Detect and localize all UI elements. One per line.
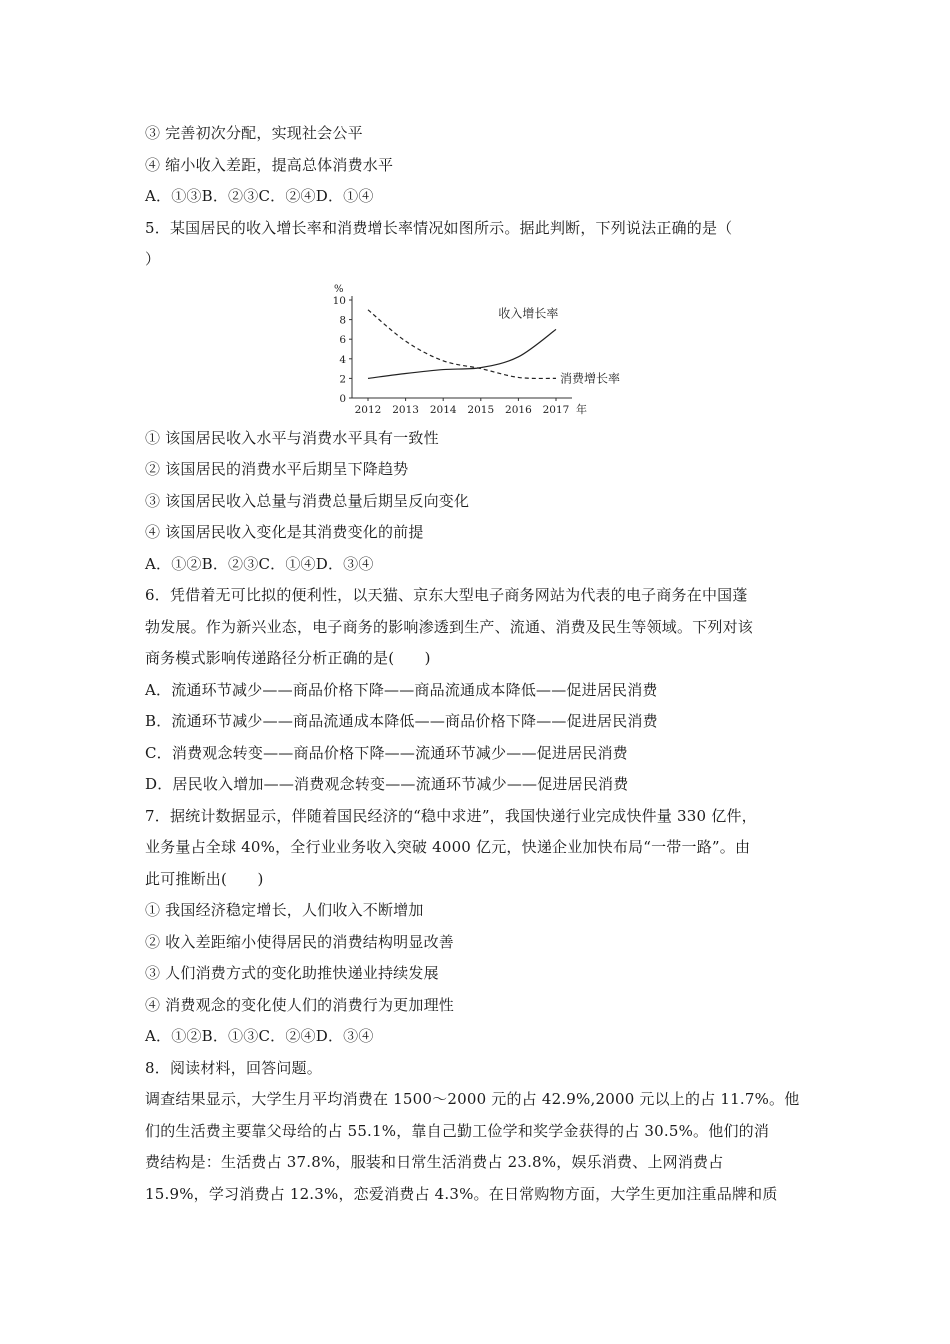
q7-option-4: ④ 消费观念的变化使人们的消费行为更加理性 bbox=[145, 995, 454, 1014]
q7-option-3: ③ 人们消费方式的变化助推快递业持续发展 bbox=[145, 964, 439, 982]
x-axis-unit: 年 bbox=[576, 402, 587, 416]
y-tick-label: 6 bbox=[339, 333, 346, 346]
q7-answer-choices: A．①②B．①③C．②④D．③④ bbox=[145, 1027, 374, 1045]
x-tick-label: 2014 bbox=[429, 403, 457, 416]
q5-stem-line-2: ） bbox=[145, 250, 161, 268]
y-tick-label: 10 bbox=[332, 294, 346, 307]
q5-option-3: ③ 该国居民收入总量与消费总量后期呈反向变化 bbox=[145, 491, 470, 510]
q4-answer-choices: A．①③B．②③C．②④D．①④ bbox=[145, 187, 374, 205]
y-tick-label: 0 bbox=[339, 392, 346, 405]
q8-material-line-3: 费结构是：生活费占 37.8%，服装和日常生活消费占 23.8%，娱乐消费、上网消费占 bbox=[145, 1153, 724, 1171]
q5-answer-choices: A．①②B．②③C．①④D．③④ bbox=[145, 554, 374, 573]
y-tick-label: 4 bbox=[339, 353, 346, 366]
income-growth-line bbox=[368, 329, 556, 378]
x-tick-label: 2013 bbox=[392, 403, 419, 416]
document-page bbox=[145, 118, 810, 1210]
q5-option-2: ② 该国居民的消费水平后期呈下降趋势 bbox=[145, 460, 409, 478]
q7-stem-line-3: 此可推断出( ) bbox=[145, 869, 264, 888]
q6-option-a: A．流通环节减少——商品价格下降——商品流通成本降低——促进居民消费 bbox=[145, 680, 658, 699]
income-growth-label: 收入增长率 bbox=[498, 306, 559, 321]
consumption-growth-label: 消费增长率 bbox=[560, 370, 620, 385]
q5-option-1: ① 该国居民收入水平与消费水平具有一致性 bbox=[145, 428, 439, 447]
q4-option-3: ③ 完善初次分配，实现社会公平 bbox=[145, 124, 363, 142]
y-tick-label: 2 bbox=[339, 372, 346, 385]
q7-option-1: ① 我国经济稳定增长，人们收入不断增加 bbox=[145, 901, 424, 919]
q8-material-line-4: 15.9%，学习消费占 12.3%，恋爱消费占 4.3%。在日常购物方面，大学生更加注重品牌和质 bbox=[145, 1184, 778, 1203]
q6-stem-line-2: 勃发展。作为新兴业态，电子商务的影响渗透到生产、流通、消费及民生等领域。下列对该 bbox=[145, 617, 754, 636]
q4-option-4: ④ 缩小收入差距，提高总体消费水平 bbox=[145, 155, 394, 174]
q6-option-c: C．消费观念转变——商品价格下降——流通环节减少——促进居民消费 bbox=[145, 743, 628, 762]
x-tick-label: 2016 bbox=[505, 403, 532, 416]
x-tick-label: 2015 bbox=[467, 403, 495, 416]
q6-option-d: D．居民收入增加——消费观念转变——流通环节减少——促进居民消费 bbox=[145, 775, 629, 793]
q6-stem-line-3: 商务模式影响传递路径分析正确的是( ) bbox=[145, 649, 431, 667]
q8-material-line-1: 调查结果显示，大学生月平均消费在 1500～2000 元的占 42.9%,2000 元以上的占 11.7%。他 bbox=[145, 1090, 800, 1108]
y-tick-label: 8 bbox=[339, 314, 346, 327]
y-axis-unit: % bbox=[334, 283, 344, 295]
q6-stem-line-1: 6．凭借着无可比拟的便利性，以天猫、京东大型电子商务网站为代表的电子商务在中国蓬 bbox=[145, 586, 748, 604]
x-tick-label: 2012 bbox=[354, 403, 382, 416]
q7-stem-line-1: 7．据统计数据显示，伴随着国民经济的“稳中求进”，我国快递行业完成快件量 330 亿件， bbox=[145, 806, 757, 825]
growth-rate-chart-svg bbox=[320, 278, 620, 423]
q6-option-b: B．流通环节减少——商品流通成本降低——商品价格下降——促进居民消费 bbox=[145, 712, 658, 730]
growth-rate-chart bbox=[145, 278, 810, 423]
q7-option-2: ② 收入差距缩小使得居民的消费结构明显改善 bbox=[145, 932, 454, 951]
q5-option-4: ④ 该国居民收入变化是其消费变化的前提 bbox=[145, 523, 424, 541]
q8-stem: 8．阅读材料，回答问题。 bbox=[145, 1058, 322, 1077]
q7-stem-line-2: 业务量占全球 40%，全行业业务收入突破 4000 亿元，快递企业加快布局“一带一路”。由 bbox=[145, 838, 751, 856]
q8-material-line-2: 们的生活费主要靠父母给的占 55.1%，靠自己勤工俭学和奖学金获得的占 30.5%。他们的消 bbox=[145, 1121, 770, 1140]
q5-stem-line-1: 5．某国居民的收入增长率和消费增长率情况如图所示。据此判断，下列说法正确的是（ bbox=[145, 218, 733, 237]
x-tick-label: 2017 bbox=[542, 403, 570, 416]
